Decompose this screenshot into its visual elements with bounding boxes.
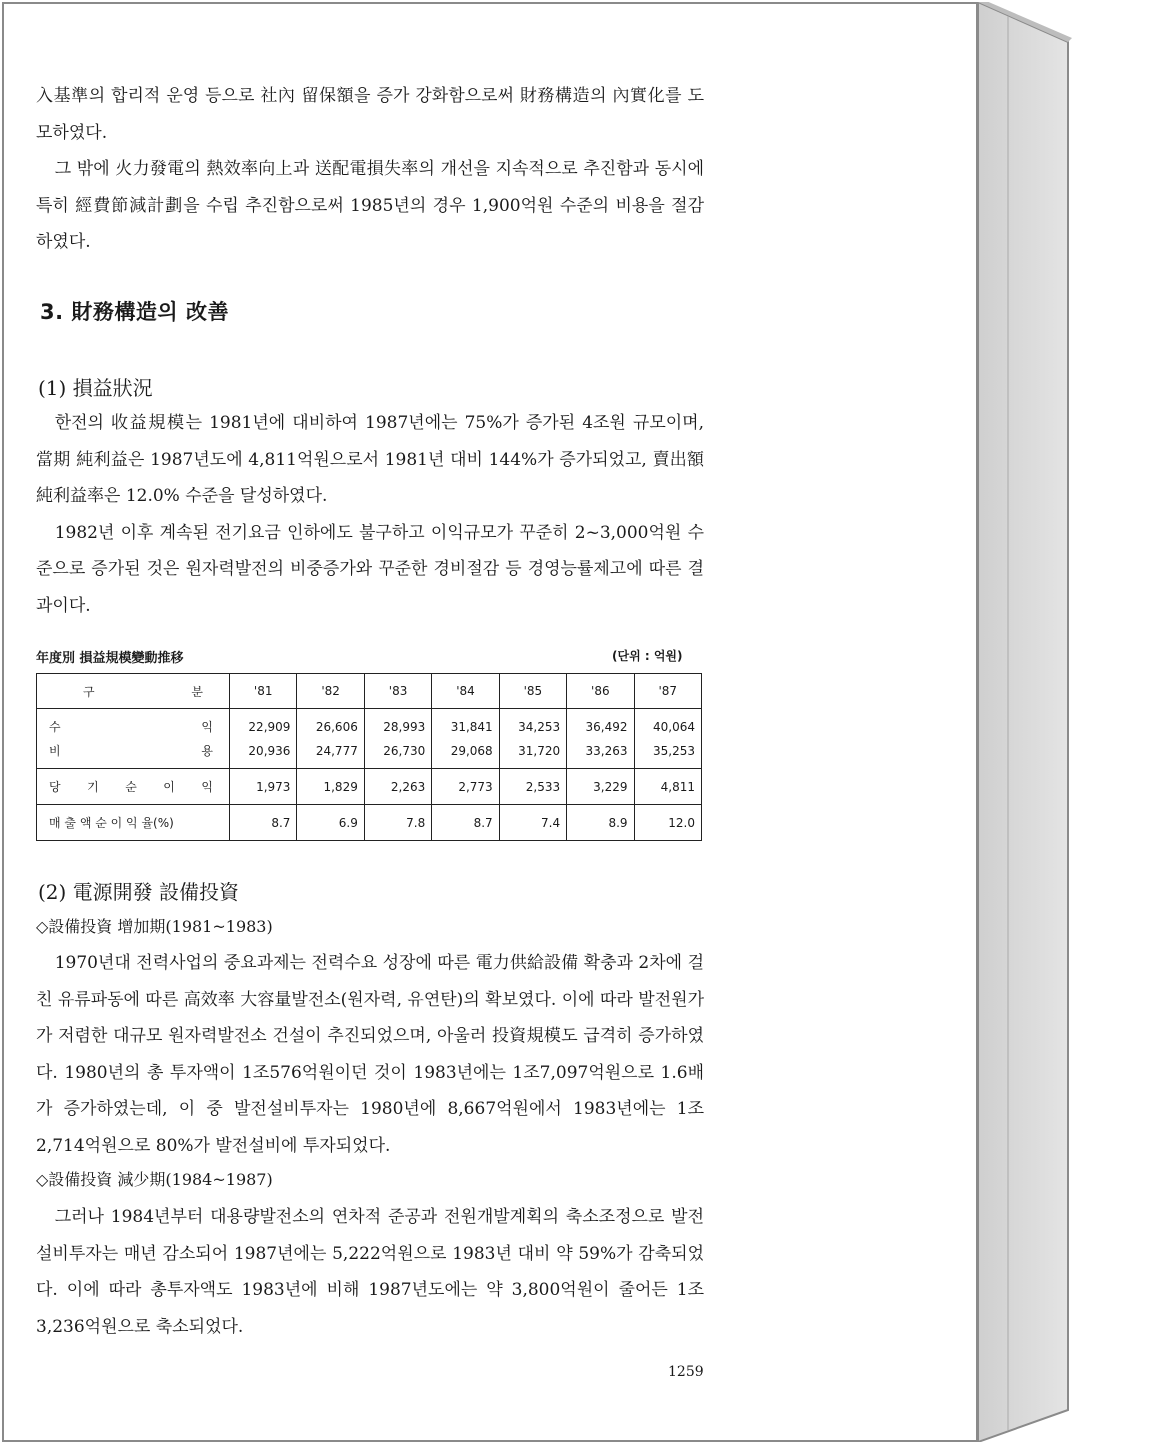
revenue-value: 28,993	[383, 719, 426, 734]
investment-increase-heading: ◇設備投資 增加期(1981~1983)	[36, 917, 273, 936]
net-income-value: 1,829	[297, 769, 364, 805]
label-char: 수	[49, 719, 61, 734]
table-cell	[567, 709, 634, 769]
section-heading: 3. 財務構造의 改善	[40, 300, 229, 324]
expense-value: 24,777	[315, 743, 358, 758]
net-income-value: 2,263	[364, 769, 431, 805]
table-header-row	[37, 674, 702, 709]
revenue-value: 22,909	[248, 719, 291, 734]
table-cell	[499, 709, 566, 769]
year-header: '85	[499, 674, 566, 709]
net-income-value: 1,973	[230, 769, 297, 805]
margin-value: 7.8	[364, 805, 431, 841]
profit-paragraph-2: 1982년 이후 계속된 전기요금 인하에도 불구하고 이익규모가 꾸준히 2~3,000억원 수준으로 증가된 것은 원자력발전의 비중증가와 꾸준한 경비절감 등 경영능률제고에 따른 결과이다.	[36, 522, 704, 616]
year-header: '87	[634, 674, 701, 709]
revenue-value: 34,253	[518, 719, 561, 734]
investment-increase-section	[36, 945, 704, 1164]
label-char: 당	[49, 780, 61, 794]
profit-section	[36, 405, 704, 624]
net-income-label	[37, 769, 230, 805]
investment-decrease-paragraph: 그러나 1984년부터 대용량발전소의 연차적 준공과 전원개발계획의 축소조정으로 발전설비투자는 매년 감소되어 1987년에는 5,222억원으로 1983년 대비 약 59%가 감축되었다. 이에 따라 총투자액도 1983년에 비해 1987년도에는 약 3,800억원이 줄어든 1조3,236억원으로 축소되었다.	[36, 1207, 704, 1337]
label-char: 비	[49, 743, 61, 758]
table-cell	[432, 709, 499, 769]
profit-paragraph-1: 한전의 收益規模는 1981년에 대비하여 1987년에는 75%가 증가된 4조원 규모이며, 當期 純利益은 1987년도에 4,811억원으로서 1981년 대비 144%가 증가되었고, 賣出額 純利益率은 12.0% 수준을 달성하였다.	[36, 413, 704, 506]
subsection-heading-1: (1) 損益狀況	[38, 376, 153, 400]
revenue-value: 40,064	[653, 719, 695, 734]
margin-value: 8.7	[432, 805, 499, 841]
margin-value: 6.9	[297, 805, 364, 841]
expense-value: 35,253	[653, 743, 695, 758]
label-char: 익	[201, 780, 213, 794]
net-income-value: 2,773	[432, 769, 499, 805]
expense-value: 29,068	[450, 743, 493, 758]
revenue-value: 31,841	[450, 719, 493, 734]
profit-table	[36, 673, 702, 841]
year-header: '81	[230, 674, 297, 709]
expense-value: 26,730	[383, 743, 426, 758]
table-cell	[297, 709, 364, 769]
margin-value: 7.4	[499, 805, 566, 841]
intro-paragraph-2: 그 밖에 火力發電의 熱效率向上과 送配電損失率의 개선을 지속적으로 추진함과 동시에 특히 經費節減計劃을 수립 추진함으로써 1985년의 경우 1,900억원 수준의 비용을 절감하였다.	[36, 159, 704, 252]
header-char: 분	[191, 684, 203, 699]
header-label	[37, 674, 230, 709]
table-cell	[230, 709, 297, 769]
revenue-expense-row	[37, 709, 702, 769]
margin-label: 매 출 액 순 이 익 율(%)	[37, 805, 230, 841]
expense-value: 33,263	[585, 743, 628, 758]
investment-increase-paragraph: 1970년대 전력사업의 중요과제는 전력수요 성장에 따른 電力供給設備 확충과 2차에 걸친 유류파동에 따른 高效率 大容量발전소(원자력, 유연탄)의 확보였다. 이에 따라 발전원가가 저렴한 대규모 원자력발전소 건설이 추진되었으며, 아울러 投資規模도 급격히 증가하였다. 1980년의 총 투자액이 1조576억원이던 것이 1983년에는 1조7,097억원으로 1.6배가 증가하였는데, 이 중 발전설비투자는 1980년에 8,667억원에서 1983년에는 1조2,714억원으로 80%가 발전설비에 투자되었다.	[36, 953, 704, 1156]
year-header: '83	[364, 674, 431, 709]
book-edge	[978, 2, 1078, 1442]
margin-row	[37, 805, 702, 841]
expense-value: 20,936	[248, 743, 291, 758]
margin-value: 8.9	[567, 805, 634, 841]
table-cell	[364, 709, 431, 769]
table-unit: (단위 : 억원)	[612, 649, 683, 663]
page-number: 1259	[668, 1364, 704, 1380]
net-income-value: 2,533	[499, 769, 566, 805]
net-income-value: 4,811	[634, 769, 701, 805]
net-income-row	[37, 769, 702, 805]
investment-decrease-section	[36, 1199, 704, 1345]
label-char: 이	[163, 780, 175, 794]
intro-paragraph-1: 入基準의 합리적 운영 등으로 社內 留保額을 증가 강화함으로써 財務構造의 內實化를 도모하였다.	[36, 86, 704, 143]
revenue-expense-label	[37, 709, 230, 769]
table-cell	[634, 709, 701, 769]
label-char: 익	[201, 719, 213, 734]
table-caption: 年度別 損益規模變動推移	[36, 651, 184, 666]
year-header: '82	[297, 674, 364, 709]
intro-section	[36, 78, 704, 261]
year-header: '86	[567, 674, 634, 709]
margin-value: 8.7	[230, 805, 297, 841]
year-header: '84	[432, 674, 499, 709]
label-char: 기	[87, 780, 99, 794]
margin-value: 12.0	[634, 805, 701, 841]
header-char: 구	[83, 684, 95, 699]
revenue-value: 36,492	[585, 719, 628, 734]
expense-value: 31,720	[518, 743, 561, 758]
revenue-value: 26,606	[315, 719, 358, 734]
investment-decrease-heading: ◇設備投資 減少期(1984~1987)	[36, 1170, 273, 1189]
label-char: 순	[125, 780, 137, 794]
label-char: 용	[201, 743, 213, 758]
net-income-value: 3,229	[567, 769, 634, 805]
subsection-heading-2: (2) 電源開發 設備投資	[38, 880, 240, 904]
